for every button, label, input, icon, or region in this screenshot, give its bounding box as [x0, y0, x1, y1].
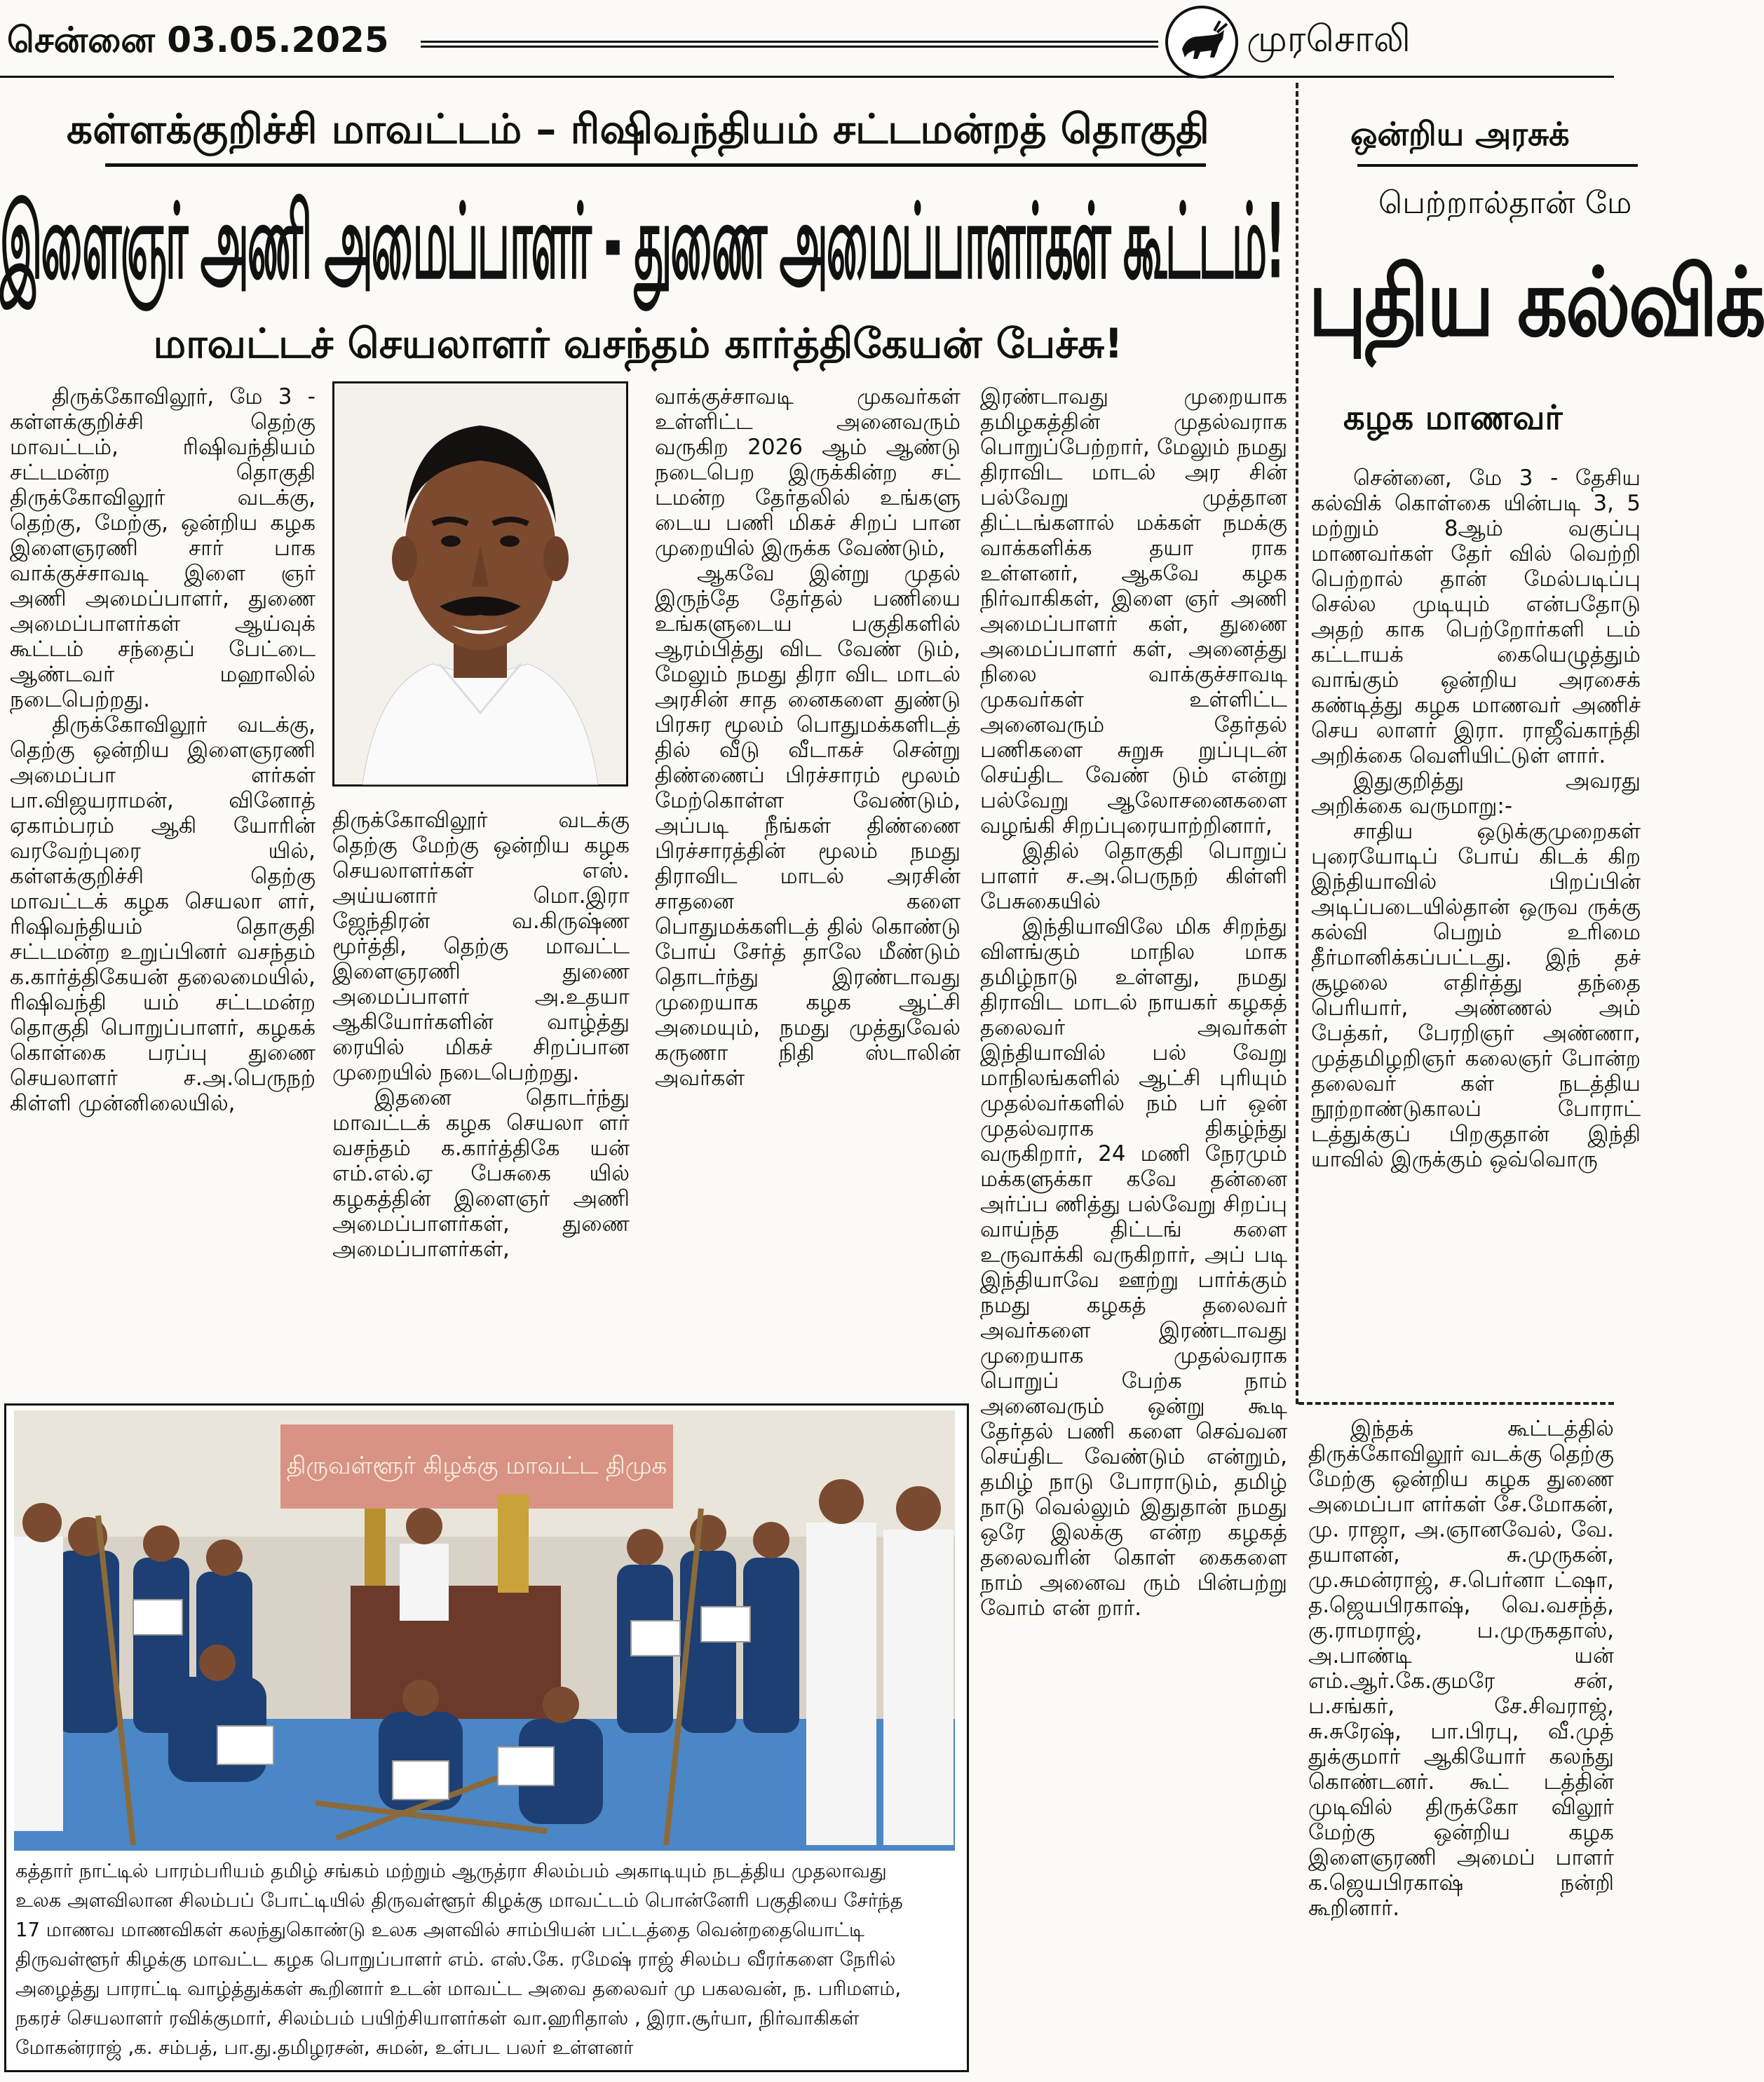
col3-paragraph: ஆகவே இன்று முதல் இருந்தே தேர்தல் பணியை உங்களுடைய பகுதிகளில் ஆரம்பித்து விட வேண் டும், மேலும் நமது திரா விட மாடல் அரசின் சாத னைகளை துண்டு பிரசுர மூலம் பொதுமக்களிடத் தில் வீடு வீடாகச் சென்று திண்ணைப் பிரச்சாரம் மூலம் மேற்கொள்ள வேண்டும், அப்படி நீங்கள் திண்ணை பிரச்சாரத்தின் மூலம் நமது திராவிட மாடல் அரசின் சாதனை களை பொதுமக்களிடத் தில் கொண்டு போய் சேர்த் தாலே மீண்டும் தொடர்ந்து இரண்டாவது முறையாக கழக ஆட்சி அமையும், நமது முத்துவேல் கருணா நிதி ஸ்டாலின் அவர்கள்: [655, 561, 961, 1091]
bull-emblem-icon: [1165, 6, 1238, 79]
masthead-paper-name: முரசொலி: [1247, 18, 1411, 60]
col3-paragraph: வாக்குச்சாவடி முகவர்கள் உள்ளிட்ட அனைவரும் வருகிற 2026 ஆம் ஆண்டு நடைபெற இருக்கின்ற சட் டமன்ற தேர்தலில் உங்களு டைய பணி மிகச் சிறப் பான முறையில் இருக்க வேண்டும்,: [655, 384, 961, 561]
caption-line: மோகன்ராஜ் ,க. சம்பத், பா.து.தமிழரசன், சுமன், உள்பட பலர் உள்ளனர்: [15, 2036, 634, 2059]
article-column-5: [1308, 1416, 1614, 2071]
caption-line: அழைத்து பாராட்டி வாழ்த்துக்கள் கூறினார் உடன் மாவட்ட அவை தலைவர் மு பகலவன், ந. பரிமளம்,: [15, 1978, 902, 2000]
masthead: [0, 0, 1614, 84]
caption-line: உலக அளவிலான சிலம்பப் போட்டியில் திருவள்ளூர் கிழக்கு மாவட்டம் பொன்னேரி பகுதியை சேர்ந்த: [15, 1889, 903, 1912]
masthead-rule-left: [421, 41, 1158, 48]
right-body-paragraph: இதுகுறித்து அவரது அறிக்கை வருமாறு:-: [1311, 768, 1641, 819]
col4-paragraph: இதில் தொகுதி பொறுப் பாளர் ச.அ.பெருநற் கிள்ளி பேசுகையில்: [980, 838, 1287, 914]
headline-box: [0, 175, 1290, 302]
col1-paragraph: திருக்கோவிலூர் வடக்கு, தெற்கு ஒன்றிய இளைஞரணி அமைப்பா ளர்கள் பா.விஜயராமன், வினோத் ஏகாம்பரம் ஆகி யோரின் வரவேற்புரை யில், கள்ளக்குறிச்சி தெற்கு மாவட்டக் கழக செயலா ளர், ரிஷிவந்தியம் தொகுதி சட்டமன்ற உறுப்பினர் வசந்தம் க.கார்த்திகேயன் தலைமையில், ரிஷிவந்தி யம் சட்டமன்ற தொகுதி பொறுப்பாளர், கழகக் கொள்கை பரப்பு துணை செயலாளர் ச.அ.பெருநற் கிள்ளி முன்னிலையில்,: [10, 712, 316, 1116]
caption-line: 17 மாணவ மாணவிகள் கலந்துகொண்டு உலக அளவில் சாம்பியன் பட்டத்தை வென்றதையொட்டி: [15, 1919, 864, 1941]
article-column-2: [332, 808, 630, 1358]
column-divider: [1296, 83, 1298, 1404]
right-body-paragraph: சென்னை, மே 3 - தேசிய கல்விக் கொள்கை யின்படி 3, 5 மற்றும் 8ஆம் வகுப்பு மாணவர்கள் தேர் வில் வெற்றி பெற்றால் தான் மேல்படிப்பு செல்ல முடியும் என்பதோடு அதற் காக பெற்றோர்களி டம் கட்டாயக் கையெழுத்தும் வாங்கும் ஒன்றிய அரசைக் கண்டித்து கழக மாணவர் அணிச் செய லாளர் இரா. ராஜீவ்காந்தி அறிக்கை வெளியிட்டுள் ளார்.: [1311, 465, 1641, 768]
right-kicker-underline: [1357, 164, 1638, 167]
masthead-city-date: சென்னை 03.05.2025: [7, 20, 389, 60]
col5-paragraph: இந்தக் கூட்டத்தில் திருக்கோவிலூர் வடக்கு தெற்கு மேற்கு ஒன்றிய கழக துணை அமைப்பா ளர்கள் சே.மோகன், மு. ராஜா, அ.ஞானவேல், வே. தயாளன், சு.முருகன், மு.சுமன்ராஜ், ச.பெர்னா ட்ஷா, த.ஜெயபிரகாஷ், வெ.வசந்த், கு.ராமராஜ், ப.முருகதாஸ், அ.பாண்டி யன் எம்.ஆர்.கே.குமரே சன், ப.சங்கர், சே.சிவராஜ், சு.சுரேஷ், பா.பிரபு, வீ.முத் துக்குமார் ஆகியோர் கலந்து கொண்டனர். கூட் டத்தின் முடிவில் திருக்கோ விலூர் மேற்கு ஒன்றிய கழக இளைஞரணி அமைப் பாளர் க.ஜெயபிரகாஷ் நன்றி கூறினார்.: [1308, 1416, 1614, 1921]
article-kicker: கள்ளக்குறிச்சி மாவட்டம் – ரிஷிவந்தியம் சட்டமன்றத் தொகுதி: [67, 105, 1209, 153]
caption-line: நகரச் செயலாளர் ரவிக்குமார், சிலம்பம் பயிற்சியாளர்கள் வா.ஹரிதாஸ் , இரா.சூர்யா, நிர்வாகிகள்: [15, 2007, 860, 2029]
col4-paragraph: இந்தியாவிலே மிக சிறந்து விளங்கும் மாநில மாக தமிழ்நாடு உள்ளது, நமது திராவிட மாடல் நாயகர் கழகத் தலைவர் அவர்கள் இந்தியாவில் பல் வேறு மாநிலங்களில் ஆட்சி புரியும் முதல்வர்களில் நம் பர் ஒன் முதல்வராக திகழ்ந்து வருகிறார், 24 மணி நேரமும் மக்களுக்கா கவே தன்னை அர்ப்ப ணித்து பல்வேறு சிறப்பு வாய்ந்த திட்டங் களை உருவாக்கி வருகிறார், அப் படி இந்தியாவே ஊற்று பார்க்கும் நமது கழகத் தலைவர் அவர்களை இரண்டாவது முறையாக முதல்வராக பொறுப் பேற்க நாம் அனைவரும் ஒன்று கூடி தேர்தல் பணி களை செவ்வன செய்திட வேண்டும் என்றும், தமிழ் நாடு போராடும், தமிழ் நாடு வெல்லும் இதுதான் நமது ஒரே இலக்கு என்ற கழகத் தலைவரின் கொள் கைகளை நாம் அனைவ ரும் பின்பற்று வோம் என் றார்.: [980, 914, 1287, 1621]
right-article-body: [1311, 465, 1641, 1398]
right-article-headline: புதிய கல்விக்: [1308, 248, 1764, 358]
caption-line: திருவள்ளூர் கிழக்கு மாவட்ட கழக பொறுப்பாளர் எம். எஸ்.கே. ரமேஷ் ராஜ் சிலம்ப வீரர்களை நேரில்: [15, 1948, 896, 1971]
article-subhead: மாவட்டச் செயலாளர் வசந்தம் கார்த்திகேயன் பேச்சு!: [153, 320, 1123, 367]
col2-paragraph: இதனை தொடர்ந்து மாவட்டக் கழக செயலா ளர் வசந்தம் க.கார்த்திகே யன் எம்.எல்.ஏ பேசுகை யில் கழகத்தின் இளைஞர் அணி அமைப்பாளர்கள், துணை அமைப்பாளர்கள்,: [332, 1085, 630, 1262]
right-headline-box: [1308, 248, 1764, 358]
mla-portrait-photo: [332, 381, 628, 787]
right-article-kicker: ஒன்றிய அரசுக்: [1350, 115, 1570, 153]
right-article-end-rule: [1298, 1402, 1614, 1405]
silambam-team-photo: [14, 1410, 955, 1851]
right-article: [1301, 105, 1764, 1402]
photo-caption: [15, 1856, 955, 2062]
caption-line: கத்தார் நாட்டில் பாரம்பரியம் தமிழ் சங்கம் மற்றும் ஆருத்ரா சிலம்பம் அகாடியும் நடத்திய முதலாவது: [15, 1860, 887, 1882]
article-headline: இளைஞர் அணி அமைப்பாளர் - துணை அமைப்பாளர்கள் கூட்டம்!: [0, 181, 1284, 302]
article-column-4: [980, 384, 1287, 2067]
article-column-3: [655, 384, 961, 1359]
photo-banner-text: திருவள்ளூர் கிழக்கு மாவட்ட திமுக: [286, 1452, 667, 1480]
masthead-bottom-rule: [0, 76, 1614, 78]
col1-paragraph: திருக்கோவிலூர், மே 3 - கள்ளக்குறிச்சி தெற்கு மாவட்டம், ரிஷிவந்தியம் சட்டமன்ற தொகுதி திருக்கோவிலூர் வடக்கு, தெற்கு, மேற்கு, ஒன்றிய கழக இளைஞரணி சார் பாக வாக்குச்சாவடி இளை ஞர் அணி அமைப்பாளர், துணை அமைப்பாளர்கள் ஆய்வுக் கூட்டம் சந்தைப் பேட்டை ஆண்டவர் மஹாலில் நடைபெற்றது.: [10, 384, 316, 712]
right-body-paragraph: சாதிய ஒடுக்குமுறைகள் புரையோடிப் போய் கிடக் கிற இந்தியாவில் பிறப்பின் அடிப்படையில்தான் ஒருவ ருக்கு கல்வி பெறும் உரிமை தீர்மானிக்கப்பட்டது. இந் தச் சூழலை எதிர்த்து தந்தை பெரியார், அண்ணல் அம் பேத்கர், பேரறிஞர் அண்ணா, முத்தமிழறிஞர் கலைஞர் போன்ற தலைவர் கள் நடத்திய நூற்றாண்டுகாலப் போராட் டத்துக்குப் பிறகுதான் இந்தி யாவில் இருக்கும் ஒவ்வொரு: [1311, 819, 1641, 1172]
article-column-1: [10, 384, 316, 1359]
col2-paragraph: திருக்கோவிலூர் வடக்கு தெற்கு மேற்கு ஒன்றிய கழக செயலாளர்கள் எஸ். அய்யனார் மொ.இரா ஜேந்திரன் வ.கிருஷ்ண மூர்த்தி, தெற்கு மாவட்ட இளைஞரணி துணை அமைப்பாளர் அ.உதயா ஆகியோர்களின் வாழ்த்து ரையில் மிகச் சிறப்பான முறையில் நடைபெற்றது.: [332, 808, 630, 1085]
right-article-sub: பெற்றால்தான் மே: [1378, 185, 1632, 221]
right-article-subhead: கழக மாணவர்: [1343, 398, 1563, 437]
col4-paragraph: இரண்டாவது முறையாக தமிழகத்தின் முதல்வராக பொறுப்பேற்றார், மேலும் நமது திராவிட மாடல் அர சின் பல்வேறு முத்தான திட்டங்களால் மக்கள் நமக்கு வாக்களிக்க தயா ராக உள்ளனர், ஆகவே கழக நிர்வாகிகள், இளை ஞர் அணி அமைப்பாளர் கள், துணை அமைப்பாளர் கள், அனைத்து நிலை வாக்குச்சாவடி முகவர்கள் உள்ளிட்ட அனைவரும் தேர்தல் பணிகளை சுறுசு றுப்புடன் செய்திட வேண் டும் என்று பல்வேறு ஆலோசனைகளை வழங்கி சிறப்புரையாற்றினார்,: [980, 384, 1287, 838]
kicker-underline: [105, 163, 1206, 167]
